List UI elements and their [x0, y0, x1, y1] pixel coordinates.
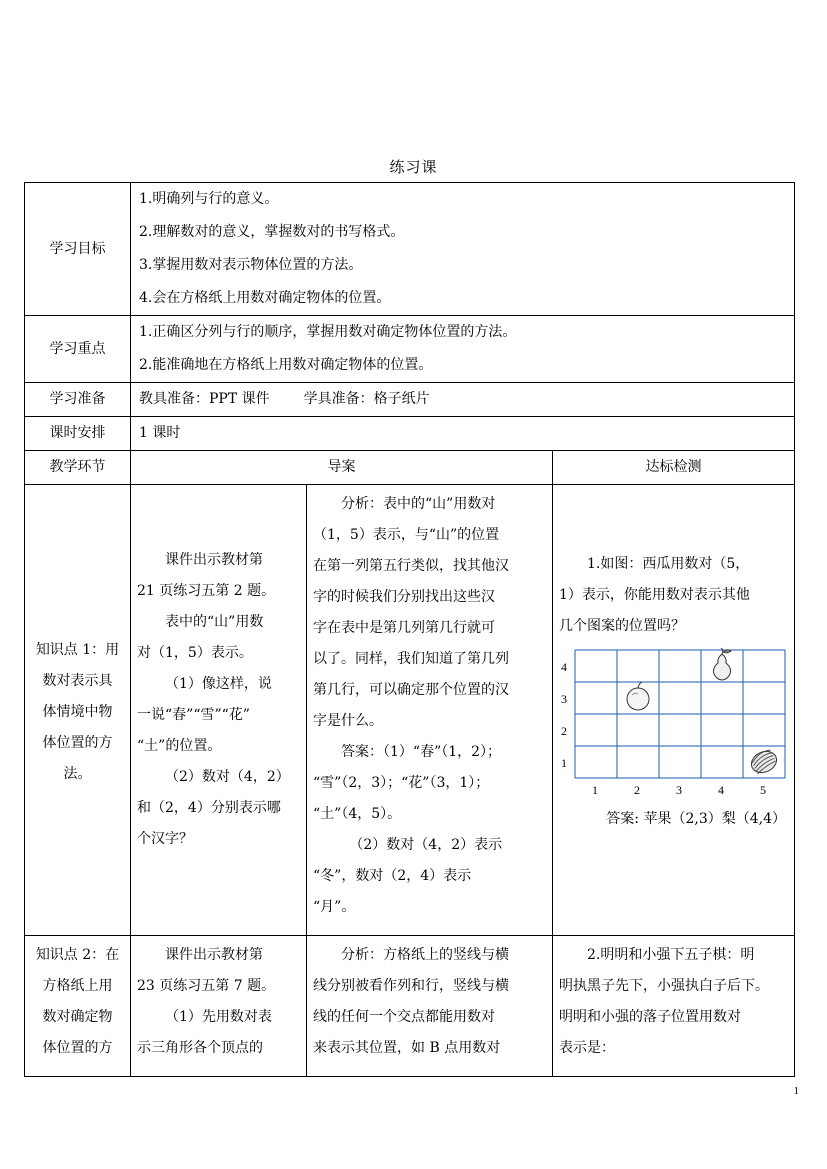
kp2-check-line: 明执黑子先下，小强执白子后下。 — [559, 978, 769, 994]
kp1-task-line: 课件出示教材第 — [165, 552, 263, 568]
kp1-task-line: 个汉字？ — [137, 831, 193, 847]
goal-item: 2.理解数对的意义，掌握数对的书写格式。 — [139, 224, 405, 240]
kp2-check — [553, 936, 795, 1077]
row-goals — [25, 183, 795, 316]
kp1-label-line: 数对表示具 — [42, 672, 113, 689]
kp1-analysis-line: “月”。 — [313, 899, 356, 915]
kp1-analysis-line: 字的时候我们分别找出这些汉 — [313, 589, 495, 605]
kp1-analysis-line: 分析：表中的“山”用数对 — [341, 496, 496, 512]
kp1-analysis-line: 第几行，可以确定那个位置的汉 — [313, 682, 509, 698]
kp2-analysis-line: 分析：方格纸上的竖线与横 — [341, 947, 509, 963]
kp2-task-line: 示三角形各个顶点的 — [137, 1040, 263, 1056]
kp1-task-line: 21 页练习五第 2 题。 — [137, 583, 276, 599]
schedule-label: 课时安排 — [25, 417, 131, 451]
prep-content — [131, 383, 795, 417]
kp1-check-line: 1.如图：西瓜用数对（5， — [587, 556, 750, 572]
kp2-check-line: 表示是： — [559, 1040, 615, 1056]
apple-icon — [627, 682, 649, 710]
focus-item: 1.正确区分列与行的顺序，掌握用数对确定物体位置的方法。 — [139, 324, 517, 340]
kp1-task-line: （1）像这样，说 — [165, 676, 272, 692]
kp1-analysis-line: 字是什么。 — [313, 713, 383, 729]
y-tick-label: 3 — [561, 692, 567, 706]
schedule-value: 1 课时 — [131, 417, 795, 451]
kp1-label-line: 体情境中物 — [42, 703, 113, 720]
kp1-analysis-line: “雪”（2，3）；“花”（3，1）； — [313, 775, 490, 791]
kp1-answer: 答案: 苹果（2,3）梨（4,4） — [606, 811, 786, 827]
x-tick-label: 1 — [592, 783, 598, 797]
kp1-label-line: 知识点 1：用 — [35, 641, 120, 658]
kp1-task-line: 表中的“山”用数 — [165, 614, 264, 630]
page-number: 1 — [793, 1085, 799, 1097]
kp1-analysis-line: “土”（4，5）。 — [313, 806, 402, 822]
row-schedule — [25, 417, 795, 451]
kp2-label — [25, 936, 131, 1077]
teacher-prep: 教具准备：PPT 课件 — [139, 391, 270, 407]
goal-item: 1.明确列与行的意义。 — [139, 191, 279, 207]
kp2-label-line: 数对确定物 — [42, 1009, 113, 1025]
kp1-analysis-line: 在第一列第五行类似，找其他汉 — [313, 558, 509, 574]
y-tick-label: 1 — [561, 756, 567, 770]
kp1-task — [131, 485, 307, 936]
kp1-task-line: “土”的位置。 — [137, 738, 222, 754]
y-tick-label: 2 — [561, 724, 567, 738]
goal-item: 4.会在方格纸上用数对确定物体的位置。 — [139, 290, 391, 306]
x-tick-label: 3 — [676, 783, 682, 797]
header-col3: 达标检测 — [553, 451, 795, 485]
kp1-check-line: 几个图案的位置吗？ — [559, 618, 685, 634]
goal-item: 3.掌握用数对表示物体位置的方法。 — [139, 257, 363, 273]
kp2-analysis-line: 来表示其位置，如 B 点用数对 — [313, 1040, 501, 1056]
kp1-check — [553, 485, 795, 936]
header-col2: 导案 — [131, 451, 553, 485]
kp1-analysis-line: “冬”，数对（2，4）表示 — [313, 868, 472, 884]
kp2-task-line: （1）先用数对表 — [165, 1009, 272, 1025]
kp1-task-line: 一说“春”“雪”“花” — [137, 707, 250, 723]
lesson-plan-table — [24, 182, 795, 1077]
position-grid — [559, 646, 791, 806]
goals-content — [131, 183, 795, 316]
x-tick-label: 5 — [760, 783, 766, 797]
x-tick-label: 4 — [718, 783, 724, 797]
kp1-label — [25, 485, 131, 936]
row-prep — [25, 383, 795, 417]
kp2-check-line: 2.明明和小强下五子棋：明 — [587, 947, 755, 963]
kp1-label-line: 体位置的方 — [42, 734, 113, 751]
kp2-task-line: 23 页练习五第 7 题。 — [137, 978, 276, 994]
focus-label: 学习重点 — [25, 316, 131, 383]
x-tick-label: 2 — [634, 783, 640, 797]
focus-item: 2.能准确地在方格纸上用数对确定物体的位置。 — [139, 357, 433, 373]
position-grid-figure — [559, 646, 809, 806]
row-focus — [25, 316, 795, 383]
kp1-analysis-line: 以了。同样，我们知道了第几列 — [313, 651, 509, 667]
prep-label: 学习准备 — [25, 383, 131, 417]
pear-icon — [714, 648, 732, 680]
kp2-analysis-line: 线的任何一个交点都能用数对 — [313, 1009, 495, 1025]
kp2-task — [131, 936, 307, 1077]
kp2-label-line: 方格纸上用 — [42, 978, 113, 994]
kp1-task-line: 对（1，5）表示。 — [137, 645, 253, 661]
kp2-check-line: 明明和小强的落子位置用数对 — [559, 1009, 741, 1025]
kp1-analysis-line: 字在表中是第几列第几行就可 — [313, 620, 495, 636]
goals-label: 学习目标 — [25, 183, 131, 316]
kp2-analysis — [307, 936, 553, 1077]
watermelon-icon — [748, 747, 780, 776]
kp2-analysis-line: 线分别被看作列和行，竖线与横 — [313, 978, 509, 994]
row-kp2 — [25, 936, 795, 1077]
kp2-task-line: 课件出示教材第 — [165, 947, 263, 963]
row-kp1 — [25, 485, 795, 936]
y-tick-label: 4 — [561, 660, 567, 674]
row-header — [25, 451, 795, 485]
kp1-analysis-line: （2）数对（4，2）表示 — [349, 837, 503, 853]
student-prep: 学具准备：格子纸片 — [303, 391, 430, 407]
page-title: 练习课 — [389, 158, 438, 176]
kp1-analysis-line: （1，5）表示，与“山”的位置 — [313, 527, 500, 543]
kp2-label-line: 体位置的方 — [42, 1040, 113, 1056]
header-col1: 教学环节 — [25, 451, 131, 485]
kp1-task-line: 和（2，4）分别表示哪 — [137, 800, 281, 816]
kp1-analysis — [307, 485, 553, 936]
focus-content — [131, 316, 795, 383]
kp1-analysis-line: 答案：（1）“春”（1，2）； — [341, 744, 502, 760]
kp2-label-line: 知识点 2：在 — [35, 947, 120, 963]
kp1-task-line: （2）数对（4，2） — [165, 769, 290, 785]
kp1-label-line: 法。 — [63, 765, 92, 782]
kp1-check-line: 1）表示，你能用数对表示其他 — [559, 587, 750, 603]
